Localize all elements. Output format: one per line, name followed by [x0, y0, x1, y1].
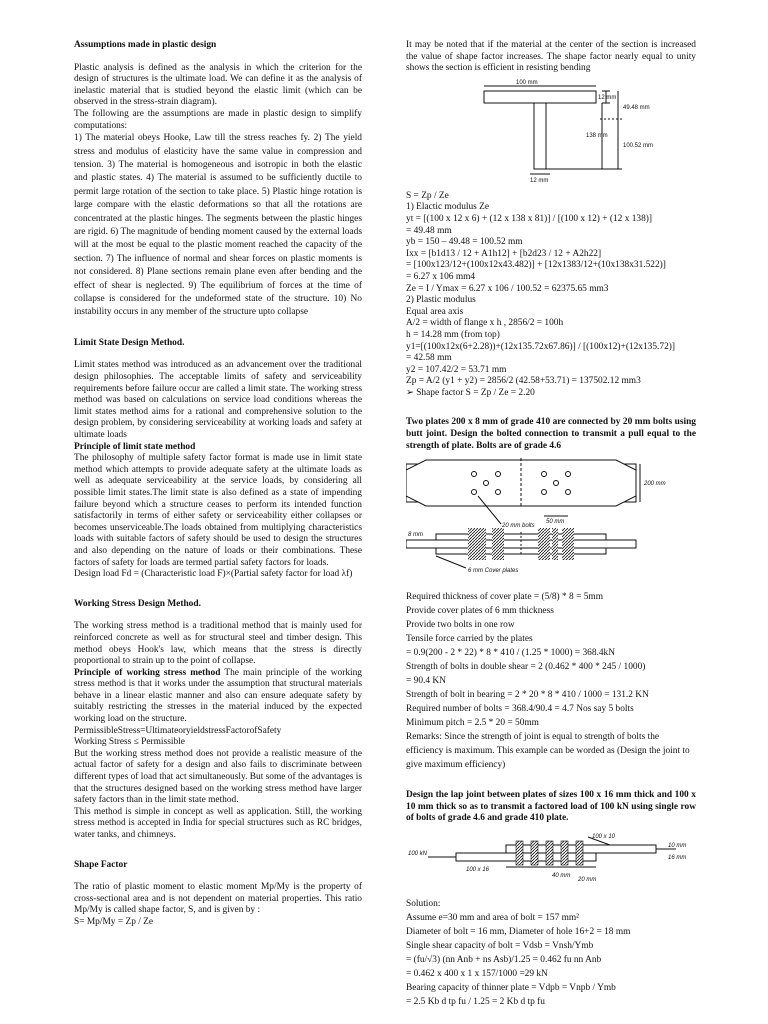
paragraph: The following are the assumptions are made in plastic design to simplify computations: — [74, 108, 362, 131]
problem-lap-joint: Design the lap joint between plates of sizes 100 x 16 mm thick and 100 x 10 mm thick so as to transmit a factored load of 100 kN using single row of bolts of grade 4.6 and grade 410 plate. — [406, 790, 696, 824]
solution-line: Remarks: Since the strength of joint is equal to strength of bolts the efficiency is maximum. This example can be worded as (Design the joint to give maximum efficiency) — [406, 732, 690, 771]
heading-plastic-design: Assumptions made in plastic design — [74, 40, 217, 50]
formula-line: S= Mp/My = Zp / Ze — [74, 916, 154, 927]
dim-label: 100 kN — [408, 851, 428, 858]
bolt-section — [562, 528, 574, 560]
paragraph: It may be noted that if the material at the center of the section is increased the value of shape factor increases. The shape factor nearly equal to unity shows the section is efficient in resisting bending — [406, 40, 696, 74]
solution-line: Required number of bolts = 368.4/90.4 = 4.7 Nos say 5 bolts — [406, 704, 634, 715]
lap-joint-figure — [406, 831, 706, 889]
formula-line: Working Stress ≤ Permissible — [74, 737, 185, 748]
solution-line: Tensile force carried by the plates — [406, 634, 533, 645]
equation-line: Equal area axis — [406, 306, 464, 317]
bold-lead: Principle of working stress method — [74, 667, 221, 678]
equation-line: y2 = 107.42/2 = 53.71 mm — [406, 364, 507, 375]
dim-label: 100 mm — [516, 79, 538, 86]
paragraph: Limit states method was introduced as an advancement over the traditional design philosophies. The acceptable limits of safety and serviceability requirements before failure occur are called a limit state. The working stress method was based on calculations on service load conditions whereas the limit states method aims for a rational and comprehensive solution to the design problem, by considering serviceability at working loads and safety at ultimate loads — [74, 360, 362, 440]
solution-line: Assume e=30 mm and area of bolt = 157 mm² — [406, 913, 579, 924]
solution-line: = 90.4 KN — [406, 676, 446, 687]
dim-label: 200 mm — [644, 481, 666, 488]
bolt-section — [546, 841, 553, 865]
dim-label: 16 mm — [668, 855, 687, 862]
bolt-section — [576, 841, 583, 865]
equation-line: Ixx = [b1d13 / 12 + A1h12] + [b2d23 / 12 + A2h22] — [406, 248, 602, 259]
shape-factor-equations — [406, 191, 696, 400]
equation-line: = 49.48 mm — [406, 225, 452, 236]
equation-line: 1) Elactic modulus Ze — [406, 202, 490, 213]
equation-line: A/2 = width of flange x h , 2856/2 = 100h — [406, 318, 564, 329]
solution-line: Required thickness of cover plate = (5/8) * 8 = 5mm — [406, 592, 603, 603]
formula-line: PermissibleStress=UltimateoryieldstressFactorofSafety — [74, 725, 282, 736]
bolt-section — [531, 841, 538, 865]
dim-label: 12 mm — [598, 94, 617, 101]
solution-line: Single shear capacity of bolt = Vdsb = Vnsh/Ymb — [406, 941, 594, 952]
bolt-section — [480, 528, 486, 560]
lap-joint-solution — [406, 897, 696, 1009]
equation-line: yb = 150 – 49.48 = 100.52 mm — [406, 237, 523, 248]
dim-label: 20 mm bolts — [502, 523, 535, 530]
paragraph: Design load Fd = (Characteristic load F)×(Partial safety factor for load λf) — [74, 569, 353, 580]
dim-label: 6 mm Cover plates — [468, 568, 519, 575]
plate-100x16 — [456, 853, 596, 861]
dim-label: 138 mm — [586, 132, 608, 139]
solution-line: = 0.462 x 400 x 1 x 157/1000 =29 kN — [406, 969, 548, 980]
web — [534, 103, 546, 169]
paragraph: But the working stress method does not provide a realistic measure of the actual factor of safety for a design and also fails to discriminate between different types of load that act simultaneously. But some of the advantages is that the structures designed based on the working stress method have larger safety factors than in the limit state method. — [74, 748, 362, 806]
paragraph: This method is simple in concept as well as application. Still, the working stress method is accepted in India for special structures such as RC bridges, water tanks, and chimneys. — [74, 806, 362, 840]
equation-line: S = Zp / Ze — [406, 190, 449, 201]
bolt-section — [516, 841, 523, 865]
dim-label: 8 mm — [408, 532, 423, 539]
right-column — [406, 40, 696, 1009]
paragraph: The ratio of plastic moment to elastic moment Mp/My is the property of cross-sectional area and is not dependent on material properties. This ratio Mp/My is called shape factor, S, and is given by : — [74, 882, 362, 916]
solution-line: Provide two bolts in one row — [406, 620, 515, 631]
solution-line: Bearing capacity of thinner plate = Vdpb = Vnpb / Ymb — [406, 983, 616, 994]
solution-line: Provide cover plates of 6 mm thickness — [406, 606, 554, 617]
equation-line: = 6.27 x 106 mm4 — [406, 271, 476, 282]
solution-line: = 0.9(200 - 2 * 22) * 8 * 410 / (1.25 * 1000) = 368.4kN — [406, 648, 615, 659]
butt-joint-solution — [406, 590, 696, 772]
dim-label: 50 mm — [546, 519, 565, 526]
equation-line: Zp = A/2 (y1 + y2) = 2856/2 (42.58+53.71) = 137502.12 mm3 — [406, 376, 641, 387]
flange — [484, 91, 596, 103]
bolt-section — [538, 528, 550, 560]
butt-joint-figure — [406, 456, 706, 584]
equation-line: Ze = I / Ymax = 6.27 x 106 / 100.52 = 62375.65 mm3 — [406, 283, 609, 294]
bolt-section — [561, 841, 568, 865]
solution-line: Strength of bolt in bearing = 2 * 20 * 8 * 410 / 1000 = 131.2 KN — [406, 690, 649, 701]
equation-line: 2) Plastic modulus — [406, 295, 476, 306]
paragraph: Plastic analysis is defined as the analysis in which the criterion for the design of structures is the ultimate load. We can define it as the analysis of inelastic material that is studied beyond the elastic limit (which can be observed in the stress-strain diagram). — [74, 62, 362, 108]
subheading-limit-state-principle: Principle of limit state method — [74, 441, 196, 452]
dim-label: 12 mm — [530, 177, 549, 183]
paragraph: The working stress method is a traditional method that is mainly used for reinforced concrete as well as for structural steel and timber design. This method obeys Hook's law, which means that the stress is directly proportional to strain up to the point of collapse. — [74, 621, 362, 667]
paragraph — [74, 668, 362, 726]
paragraph: 1) The material obeys Hooke, Law till the stress reaches fy. 2) The yield stress and modulus of elasticity have the same value in compression and tension. 3) The material is homogeneous and isotropic in both the elastic and plastic states. 4) The material is assumed to be sufficiently ductile to permit large rotation of the section to take place. 5) Plastic hinge rotation is large compare with the elastic deformations so that all the rotations are concentrated at the plastic hinges. The segments between the plastic hinges are rigid. 6) The magnitude of bending moment caused by the external loads will at the most be equal to the plastic moment reached the capacity of the section. 7) The influence of normal and shear forces on plastic moments is not considered. 8) Plane sections remain plane even after bending and the effect of shear is neglected. 9) The equilibrium of forces at the time of collapse is considered for the undeformed state of the structure. 10) No instability occurs in any member of the structure upto collapse — [74, 133, 362, 318]
paragraph: The philosophy of multiple safety factor format is made use in limit state method which attempts to provide adequate safety at the ultimate loads as well as adequate serviceability at the service loads, by considering all possible limit states.The limit state is also defined as a state of impending failure beyond which a structure ceases to perform its intended function satisfactorily in terms of either safety or serviceability either collapses or becomes unserviceable.The loads obtained from multiplying characteristics loads with suitable factors of safety should be used to design the structures and also depending on the nature of loads or their combinations. These factors of safety for loads are termed partial safety factors for loads. — [74, 453, 362, 568]
heading-limit-state: Limit State Design Method. — [74, 337, 185, 348]
equation-line: y1=[(100x12x(6+2.28))+(12x135.72x67.86)] / [(100x12)+(12x135.72)] — [406, 341, 676, 352]
leader-line — [436, 556, 466, 568]
dim-label: 100 x 10 — [592, 834, 616, 841]
dim-label: 40 mm — [552, 873, 571, 880]
equation-line: ➢ Shape factor S = Zp / Ze = 2.20 — [406, 387, 535, 398]
dim-label: 100.52 mm — [623, 142, 654, 149]
bolt-section — [492, 528, 504, 560]
bolt-section — [468, 528, 480, 560]
heading-working-stress: Working Stress Design Method. — [74, 598, 201, 609]
paragraph-text: The main principle of the working stress method is that it works under the assumption that structural materials behave in a linear elastic manner and also can ensure adequate safety by suitably restricting the stresses in the material induced by the expected working load on the structure. — [74, 667, 362, 725]
solution-line: Minimum pitch = 2.5 * 20 = 50mm — [406, 718, 539, 729]
solution-line: Strength of bolts in double shear = 2 (0.462 * 400 * 245 / 1000) — [406, 662, 646, 673]
solution-line: = (fu/√3) (nn Anb + ns Asb)/1.25 = 0.462 fu nn Anb — [406, 955, 602, 966]
equation-line: h = 14.28 mm (from top) — [406, 329, 500, 340]
bolt-section — [552, 528, 558, 560]
solution-line: = 2.5 Kb d tp fu / 1.25 = 2 Kb d tp fu — [406, 997, 545, 1008]
heading-shape-factor: Shape Factor — [74, 859, 128, 870]
dim-label: 20 mm — [578, 877, 597, 884]
solution-line: Diameter of bolt = 16 mm, Diameter of hole 16+2 = 18 mm — [406, 927, 631, 938]
equation-line: yt = [(100 x 12 x 6) + (12 x 138 x 81)] / [(100 x 12) + (12 x 138)] — [406, 213, 653, 224]
left-column — [74, 40, 362, 929]
equation-line: = [100x123/12+(100x12x43.482)] + [12x1383/12+(10x138x31.522)] — [406, 260, 666, 271]
t-section-figure — [406, 79, 686, 183]
solution-line: Solution: — [406, 899, 441, 910]
dim-label: 100 x 16 — [466, 867, 490, 874]
equation-line: = 42.58 mm — [406, 353, 452, 364]
problem-butt-joint: Two plates 200 x 8 mm of grade 410 are connected by 20 mm bolts using butt joint. Design the bolted connection to transmit a pull equal to the strength of plate. Bolts are of grade 4.6 — [406, 417, 696, 451]
dim-label: 10 mm — [668, 843, 687, 850]
dim-label: 49.48 mm — [623, 104, 650, 111]
